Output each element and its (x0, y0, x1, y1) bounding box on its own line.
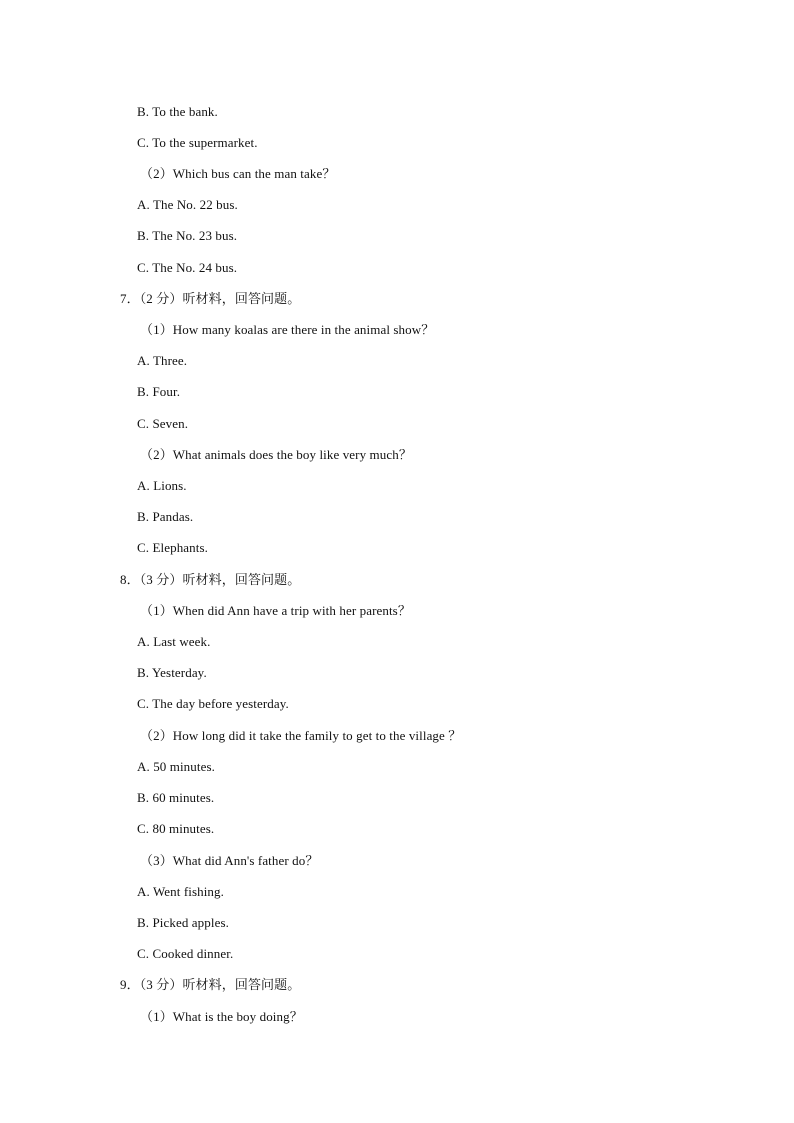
option-b-no-23-bus: B. The No. 23 bus. (137, 228, 238, 243)
option-b-picked-apples: B. Picked apples. (137, 915, 229, 930)
option-c-day-before-yesterday: C. The day before yesterday. (137, 696, 289, 711)
option-c-cooked-dinner: C. Cooked dinner. (137, 946, 234, 961)
option-a-last-week: A. Last week. (137, 634, 211, 649)
option-b-four: B. Four. (137, 384, 181, 399)
option-c-80-minutes: C. 80 minutes. (137, 821, 215, 836)
option-b-yesterday: B. Yesterday. (137, 665, 207, 680)
option-c-no-24-bus: C. The No. 24 bus. (137, 260, 238, 275)
sub-question-7-1: （1）How many koalas are there in the animal show？ (140, 322, 435, 337)
option-b-pandas: B. Pandas. (137, 509, 194, 524)
question-8-heading: 8．（3 分）听材料，回答问题。 (120, 572, 301, 587)
option-a-lions: A. Lions. (137, 478, 187, 493)
option-c-to-the-supermarket: C. To the supermarket. (137, 135, 258, 150)
sub-question-8-3: （3）What did Ann's father do？ (140, 853, 319, 868)
sub-question-6-2: （2）Which bus can the man take？ (140, 166, 336, 181)
option-a-went-fishing: A. Went fishing. (137, 884, 224, 899)
option-c-elephants: C. Elephants. (137, 540, 208, 555)
option-a-50-minutes: A. 50 minutes. (137, 759, 215, 774)
sub-question-7-2: （2）What animals does the boy like very much？ (140, 447, 412, 462)
option-c-seven: C. Seven. (137, 416, 189, 431)
question-7-heading: 7．（2 分）听材料，回答问题。 (120, 291, 301, 306)
option-a-no-22-bus: A. The No. 22 bus. (137, 197, 238, 212)
sub-question-8-1: （1）When did Ann have a trip with her parents？ (140, 603, 411, 618)
sub-question-9-1: （1）What is the boy doing？ (140, 1009, 303, 1024)
question-9-heading: 9．（3 分）听材料，回答问题。 (120, 977, 301, 992)
option-a-three: A. Three. (137, 353, 188, 368)
option-b-to-the-bank: B. To the bank. (137, 104, 218, 119)
option-b-60-minutes: B. 60 minutes. (137, 790, 215, 805)
sub-question-8-2: （2）How long did it take the family to get to the village ？ (140, 728, 462, 743)
